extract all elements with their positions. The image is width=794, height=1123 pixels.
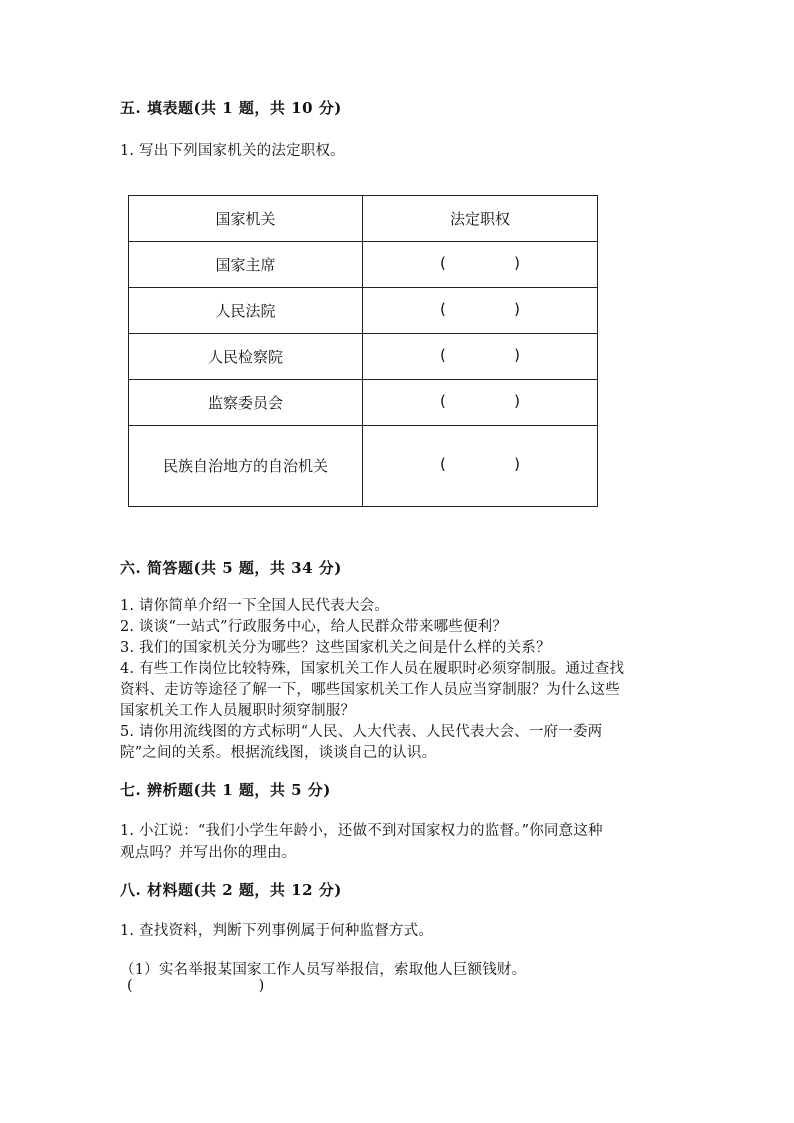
open-paren: ( xyxy=(440,455,446,473)
open-paren: ( xyxy=(127,978,133,994)
duty-blank-cell[interactable] xyxy=(363,334,598,380)
close-paren: ) xyxy=(258,978,265,994)
section-5-heading: 五. 填表题(共 1 题，共 10 分) xyxy=(120,99,342,117)
section-6-line: 院”之间的关系。根据流线图，谈谈自己的认识。 xyxy=(120,745,437,761)
close-paren: ) xyxy=(514,345,520,364)
section-6-line: 3. 我们的国家机关分为哪些？这些国家机关之间是什么样的关系？ xyxy=(120,640,551,656)
table-header-row xyxy=(129,196,598,242)
open-paren: ( xyxy=(440,391,446,410)
section-7-line: 观点吗？并写出你的理由。 xyxy=(120,845,297,861)
section-5-question-1: 1. 写出下列国家机关的法定职权。 xyxy=(120,143,345,159)
close-paren: ) xyxy=(514,299,520,318)
section-7-line: 1. 小江说：“我们小学生年龄小，还做不到对国家权力的监督。”你同意这种 xyxy=(120,823,603,839)
table-row xyxy=(129,288,598,334)
close-paren: ) xyxy=(514,391,520,410)
open-paren: ( xyxy=(440,299,446,318)
open-paren: ( xyxy=(440,253,446,272)
close-paren: ) xyxy=(514,455,520,473)
organ-label: 民族自治地方的自治机关 xyxy=(162,457,328,475)
section-6-heading: 六. 简答题(共 5 题，共 34 分) xyxy=(120,559,342,577)
header-duty: 法定职权 xyxy=(363,196,598,242)
section-8-question-1: 1. 查找资料，判断下列事例属于何种监督方式。 xyxy=(120,923,434,939)
section-8-heading: 八. 材料题(共 2 题，共 12 分) xyxy=(120,881,342,899)
open-paren: ( xyxy=(440,345,446,364)
section-6-line: 资料、走访等途径了解一下，哪些国家机关工作人员应当穿制服？为什么这些 xyxy=(120,682,620,698)
organ-cell: 监察委员会 xyxy=(129,380,363,426)
organ-cell: 国家主席 xyxy=(129,242,363,288)
table-row xyxy=(129,334,598,380)
duty-blank-cell[interactable] xyxy=(363,380,598,426)
section-6-line: 国家机关工作人员履职时须穿制服？ xyxy=(120,703,356,719)
organ-cell: 人民检察院 xyxy=(129,334,363,380)
organ-cell xyxy=(129,426,363,507)
answer-blank[interactable] xyxy=(127,978,264,994)
duty-blank-cell[interactable] xyxy=(363,242,598,288)
table-row xyxy=(129,380,598,426)
table-row xyxy=(129,426,598,507)
organ-cell: 人民法院 xyxy=(129,288,363,334)
table-row xyxy=(129,242,598,288)
organ-duty-table xyxy=(128,195,598,507)
header-organ: 国家机关 xyxy=(129,196,363,242)
duty-blank-cell[interactable] xyxy=(363,426,598,507)
duty-blank-cell[interactable] xyxy=(363,288,598,334)
section-6-line: 4. 有些工作岗位比较特殊，国家机关工作人员在履职时必须穿制服。通过查找 xyxy=(120,661,625,677)
section-6-line: 5. 请你用流线图的方式标明“人民、人大代表、人民代表大会、一府一委两 xyxy=(120,724,603,740)
section-7-heading: 七. 辨析题(共 1 题，共 5 分) xyxy=(120,781,331,799)
section-8-item-1: （1）实名举报某国家工作人员写举报信，索取他人巨额钱财。 xyxy=(120,962,527,978)
section-6-line: 2. 谈谈“一站式”行政服务中心，给人民群众带来哪些便利？ xyxy=(120,619,508,635)
close-paren: ) xyxy=(514,253,520,272)
section-6-line: 1. 请你简单介绍一下全国人民代表大会。 xyxy=(120,598,389,614)
